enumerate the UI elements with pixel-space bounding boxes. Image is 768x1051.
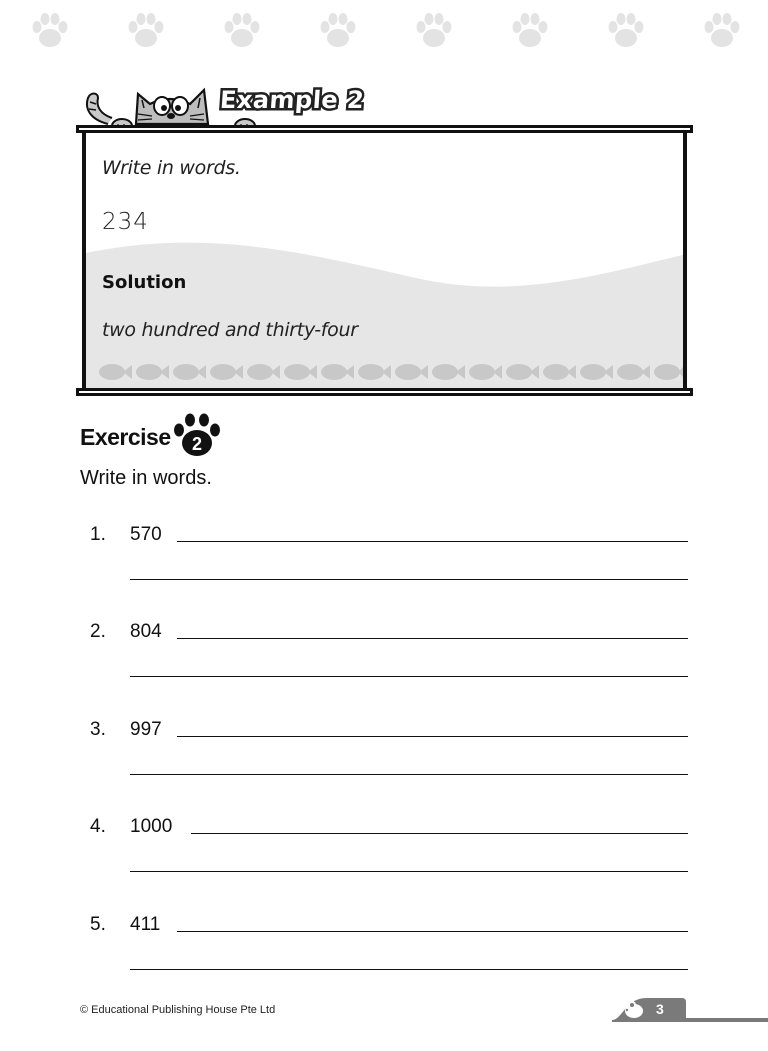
example-instruction: Write in words. bbox=[102, 157, 241, 179]
copyright-text: © Educational Publishing House Pte Ltd bbox=[80, 1004, 276, 1016]
answer-line[interactable] bbox=[177, 736, 688, 737]
exercise-instruction: Write in words. bbox=[80, 467, 212, 489]
question-value: 997 bbox=[130, 719, 162, 740]
fish-border bbox=[98, 362, 683, 382]
answer-line[interactable] bbox=[177, 638, 688, 639]
paw-print-border bbox=[0, 10, 768, 60]
question-number: 5. bbox=[90, 914, 106, 935]
page-number-tab bbox=[612, 996, 768, 1024]
exercise-badge-number: 2 bbox=[191, 434, 203, 454]
answer-line[interactable] bbox=[177, 541, 688, 542]
paw-print-icon bbox=[510, 10, 550, 52]
exercise-title: Exercise bbox=[80, 424, 171, 450]
question-number: 3. bbox=[90, 719, 106, 740]
question-number: 4. bbox=[90, 816, 106, 837]
paw-print-icon bbox=[414, 10, 454, 52]
question-item bbox=[0, 524, 768, 584]
answer-line[interactable] bbox=[130, 969, 688, 970]
question-value: 411 bbox=[130, 914, 161, 935]
example-board bbox=[82, 133, 687, 388]
board-top-rail bbox=[76, 125, 693, 133]
paw-print-icon bbox=[606, 10, 646, 52]
answer-line[interactable] bbox=[130, 579, 688, 580]
question-value: 804 bbox=[130, 621, 162, 642]
example-title: Example 2 bbox=[219, 86, 366, 114]
question-value: 1000 bbox=[130, 816, 173, 837]
solution-text: two hundred and thirty-four bbox=[102, 319, 358, 341]
question-item bbox=[0, 914, 768, 974]
question-item bbox=[0, 719, 768, 779]
answer-line[interactable] bbox=[130, 774, 688, 775]
paw-print-icon bbox=[702, 10, 742, 52]
paw-print-icon bbox=[318, 10, 358, 52]
paw-print-icon bbox=[172, 413, 222, 459]
page-number: 3 bbox=[656, 1001, 664, 1017]
example-number: 234 bbox=[102, 209, 149, 235]
answer-line[interactable] bbox=[130, 871, 688, 872]
question-number: 1. bbox=[90, 524, 106, 545]
answer-line[interactable] bbox=[130, 676, 688, 677]
question-number: 2. bbox=[90, 621, 106, 642]
paw-print-icon bbox=[126, 10, 166, 52]
question-value: 570 bbox=[130, 524, 162, 545]
answer-line[interactable] bbox=[177, 931, 688, 932]
paw-print-icon bbox=[222, 10, 262, 52]
question-item bbox=[0, 816, 768, 876]
question-item bbox=[0, 621, 768, 681]
paw-print-icon bbox=[30, 10, 70, 52]
answer-line[interactable] bbox=[191, 833, 688, 834]
solution-label: Solution bbox=[102, 272, 187, 293]
board-bottom-rail bbox=[76, 388, 693, 396]
